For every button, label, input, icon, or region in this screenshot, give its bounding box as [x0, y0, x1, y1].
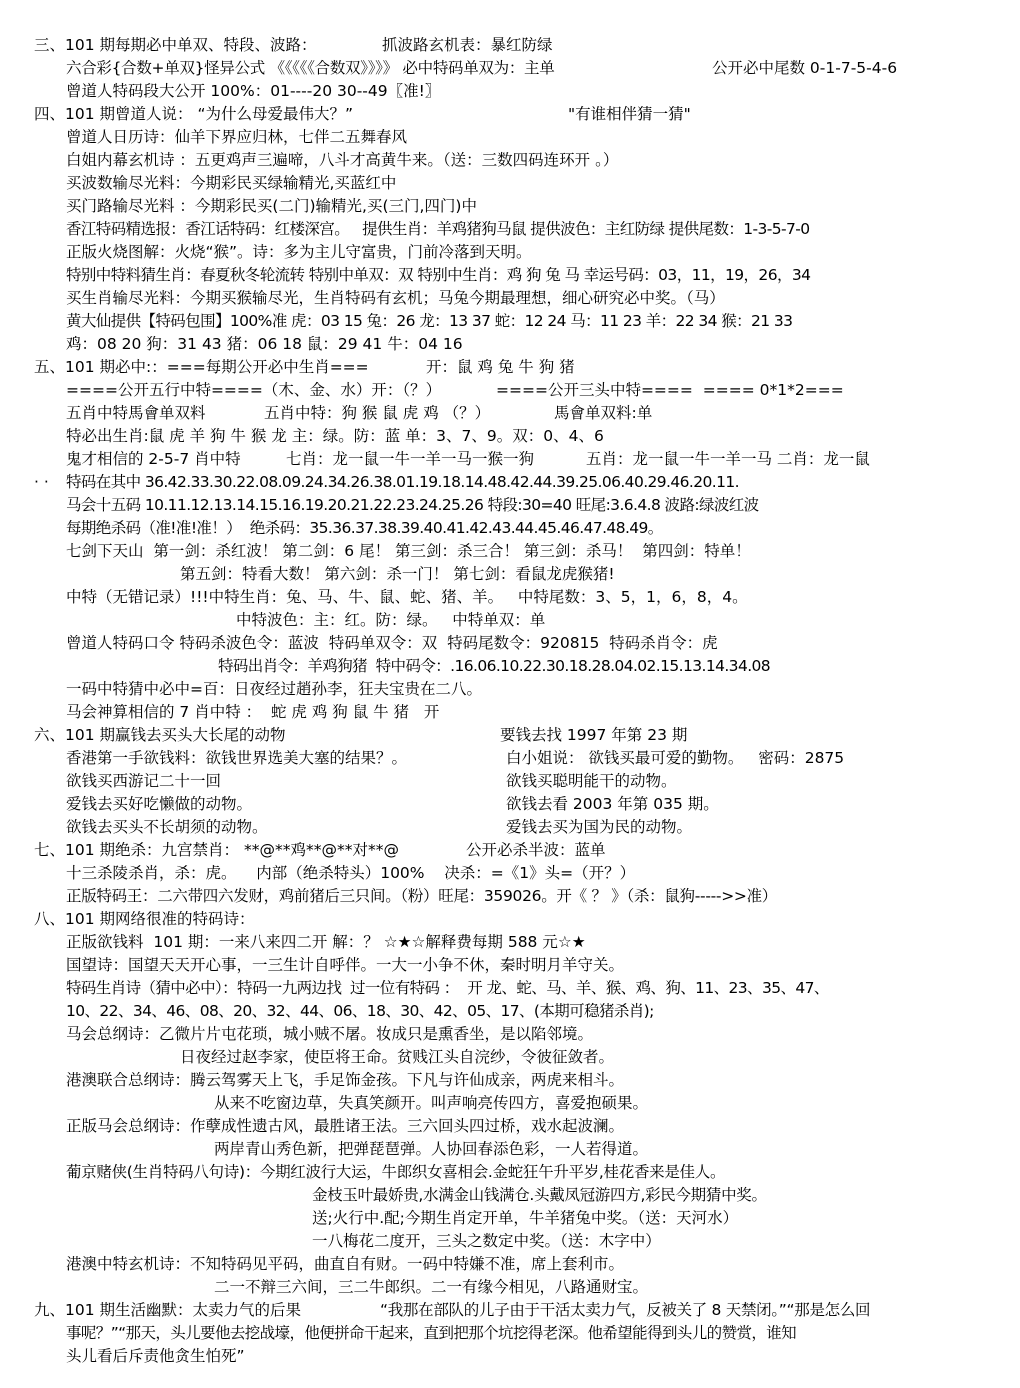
s8-line-14 — [0, 1207, 1020, 1229]
s6-smart-animal: 欲钱买聪明能干的动物。 — [506, 772, 677, 790]
s5-line-16 — [0, 701, 1020, 723]
s3-tail-numbers: 公开必中尾数 0-1-7-5-4-6 — [712, 59, 898, 77]
s8-line-17 — [0, 1276, 1020, 1298]
s8-mystery-poem-1: 港澳中特玄机诗：不知特码见平码，曲直自有财。一码中特嫌不准，席上套利市。 — [66, 1255, 625, 1273]
s8-lisboa-poem-2: 金枝玉叶最娇贵,水满金山钱满仓.头戴凤冠游四方,彩民今期猜中奖。 — [312, 1186, 767, 1204]
s5-heading: 五、101 期必中:：===每期公开必中生肖=== — [34, 358, 369, 376]
s6-heading: 六、101 期赢钱去买头大长尾的动物 — [34, 726, 286, 744]
s3-line-1 — [0, 34, 1020, 56]
s5-three-heads: ====公开三头中特==== ==== 0*1*2=== — [496, 381, 844, 399]
s8-mystery-poem-2: 二一不辩三六间，三二牛郎织。二一有缘今相见，八路通财宝。 — [214, 1278, 649, 1296]
s7-code-king: 正版特码王：二六带四六发财，鸡前猪后三只间。（粉）旺尾：359026。开《 ？ 》（杀：鼠狗----->>准） — [66, 887, 777, 905]
s9-joke-1: “我那在部队的儿子由于干活太卖力气，反被关了 8 天禁闭。”“那是怎么回 — [380, 1301, 871, 1319]
s5-five-two-zodiac: 五肖：龙一鼠一牛一羊一马 二肖：龙一鼠 — [586, 450, 870, 468]
s4-line-6 — [0, 218, 1020, 240]
s4-line-2 — [0, 126, 1020, 148]
s3-line-2 — [0, 57, 1020, 79]
s8-line-6 — [0, 1023, 1020, 1045]
s6-journey-west: 欲钱买西游记二十一回 — [66, 772, 222, 790]
s4-wong-tai-sin-2: 鸡：08 20 狗：31 43 猪：06 18 鼠：29 41 牛：04 16 — [66, 335, 463, 353]
s5-open-zodiac: 开：鼠 鸡 兔 牛 狗 猪 — [426, 358, 575, 376]
s5-seven-swords-1: 七剑下天山 第一剑：杀红波！ 第二剑：6 尾！ 第三剑：杀三合！ 第三剑：杀马！ 第四剑：特单！ — [66, 542, 751, 560]
s5-five-zodiac: 五肖中特：狗 猴 鼠 虎 鸡 （？） — [264, 404, 491, 422]
s8-line-5 — [0, 1000, 1020, 1022]
s8-line-7 — [0, 1046, 1020, 1068]
s5-line-15 — [0, 678, 1020, 700]
s8-line-8 — [0, 1069, 1020, 1091]
s6-line-4 — [0, 793, 1020, 815]
s8-heading: 八、101 期网络很准的特码诗： — [34, 910, 255, 928]
s5-line-14 — [0, 655, 1020, 677]
s5-tsang-commands: 曾道人特码口令 特码杀波色令：蓝波 特码单双令：双 特码尾数令：920815 特码杀肖令：虎 — [66, 634, 718, 652]
s7-line-1 — [0, 839, 1020, 861]
s8-line-11 — [0, 1138, 1020, 1160]
s4-heading: 四、101 期曾道人说： “为什么母爱最伟大？” — [34, 105, 354, 123]
s6-find-issue: 要钱去找 1997 年第 23 期 — [500, 726, 688, 744]
s6-no-beard: 欲钱去买头不长胡须的动物。 — [66, 818, 268, 836]
s7-line-2 — [0, 862, 1020, 884]
s4-hk-picks: 香江特码精选报：香江话特码：红楼深宫。 提供生肖：羊鸡猪狗马鼠 提供波色：主红防绿 提供尾数：1-3-5-7-0 — [66, 220, 810, 238]
s6-see-2003: 欲钱去看 2003 年第 035 期。 — [506, 795, 719, 813]
s8-zodiac-poem-2: 10、22、34、46、08、20、32、44、06、18、30、42、05、17、(本期可稳猪杀肖); — [66, 1002, 654, 1020]
s8-lisboa-poem-1: 葡京赌侠(生肖特码八句诗)：今期红波行大运，牛郎织女喜相会.金蛇狂午升平岁,桂花香来是佳人。 — [66, 1163, 726, 1181]
s8-line-12 — [0, 1161, 1020, 1183]
s5-line-10 — [0, 563, 1020, 585]
s4-guess: "有谁相伴猜一猜" — [568, 105, 691, 123]
s4-wave-loss: 买波数输尽光料：今期彩民买绿输精光,买蓝红中 — [66, 174, 397, 192]
s4-line-11 — [0, 333, 1020, 355]
s8-mk-poem-2: 日夜经过赵李家，使臣将王命。贫贱江头自浣纱，令彼征敛者。 — [180, 1048, 615, 1066]
s5-ghost-title: 鬼才相信的 2-5-7 肖中特 — [66, 450, 241, 468]
s4-line-3 — [0, 149, 1020, 171]
s6-miss-white: 白小姐说： 欲钱买最可爱的勤物。 密码：2875 — [506, 749, 845, 767]
s6-line-2 — [0, 747, 1020, 769]
s7-heading: 七、101 期绝杀：九宫禁肖： **@**鸡**@**对**@ — [34, 841, 399, 859]
s5-odd-even: 馬會单双料:单 — [554, 404, 653, 422]
s5-must-zodiac: 特必出生肖:鼠 虎 羊 狗 牛 猴 龙 主：绿。防：蓝 单：3、7、9。双：0、4、6 — [66, 427, 604, 445]
s8-line-2 — [0, 931, 1020, 953]
s4-line-10 — [0, 310, 1020, 332]
s6-lazy-animal: 爱钱去买好吃懒做的动物。 — [66, 795, 253, 813]
s5-line-12 — [0, 609, 1020, 631]
s5-numbers-inside: 特码在其中 36.42.33.30.22.08.09.24.34.26.38.01.19.18.14.48.42.44.39.25.06.40.29.46.20.11. — [66, 473, 739, 491]
s5-dots: · · — [34, 473, 49, 491]
s3-heading: 三、101 期每期必中单双、特段、波路： — [34, 36, 317, 54]
s8-line-4 — [0, 977, 1020, 999]
s6-line-1 — [0, 724, 1020, 746]
s4-special-zodiac: 特别中特料猜生肖：春夏秋冬轮流转 特别中单双：双 特别中生肖：鸡 狗 兔 马 幸运号码：03，11，19，26，34 — [66, 266, 811, 284]
s4-line-4 — [0, 172, 1020, 194]
s5-line-6 — [0, 471, 1020, 493]
s9-line-2 — [0, 1322, 1020, 1344]
s8-line-15 — [0, 1230, 1020, 1252]
s5-line-5 — [0, 448, 1020, 470]
s5-line-4 — [0, 425, 1020, 447]
s3-wave-table: 抓波路玄机表：暴红防绿 — [382, 36, 553, 54]
s5-five-elements: ====公开五行中特====（木、金、水）开：（？） — [66, 381, 442, 399]
s4-fire-chart: 正版火烧图解：火烧“猴”。诗：多为主儿守富贵，门前冷落到天明。 — [66, 243, 532, 261]
s5-line-9 — [0, 540, 1020, 562]
s5-line-1 — [0, 356, 1020, 378]
s8-line-9 — [0, 1092, 1020, 1114]
s3-line-3 — [0, 80, 1020, 102]
s5-line-3 — [0, 402, 1020, 424]
s5-no-error: 中特（无错记录）!!!中特生肖：兔、马、牛、鼠、蛇、猪、羊。 中特尾数：3、5，1，6，8，4。 — [66, 588, 748, 606]
s5-seven-zodiac: 七肖：龙一鼠一牛一羊一马一猴一狗 — [286, 450, 535, 468]
s6-for-nation: 爱钱去买为国为民的动物。 — [506, 818, 693, 836]
s7-thirteen-kill: 十三杀陵杀肖，杀：虎。 内部（绝杀特头）100% 决杀：=《1》头=（开？） — [66, 864, 636, 882]
s8-line-10 — [0, 1115, 1020, 1137]
s4-line-9 — [0, 287, 1020, 309]
s3-segment: 曾道人特码段大公开 100%：01----20 30--49〖准!〗 — [66, 82, 441, 100]
s8-mk-poem-1: 马会总纲诗：乙微片片屯花琐，城小贼不屠。妆成只是熏香坐，是以陷邻境。 — [66, 1025, 594, 1043]
s6-hk-first: 香港第一手欲钱料：欲钱世界选美大塞的结果？。 — [66, 749, 408, 767]
s5-line-8 — [0, 517, 1020, 539]
s4-calendar-poem: 曾道人日历诗：仙羊下界应归林，七伴二五舞春风 — [66, 128, 408, 146]
s5-wave-color: 中特波色：主：红。防：绿。 中特单双：单 — [236, 611, 546, 629]
s8-hkmo-poem-1: 港澳联合总纲诗：腾云驾雾天上飞，手足饰金孩。下凡与许仙成亲，两虎来相斗。 — [66, 1071, 625, 1089]
s8-line-16 — [0, 1253, 1020, 1275]
s8-wish-money: 正版欲钱料 101 期：一来八来四二开 解：？ ☆★☆解释费每期 588 元☆★ — [66, 933, 586, 951]
s9-line-3 — [0, 1345, 1020, 1367]
s7-kill-half-wave: 公开必杀半波：蓝单 — [466, 841, 606, 859]
s8-lisboa-poem-4: 一八梅花二度开，三头之数定中奖。（送：木字中） — [312, 1232, 661, 1250]
s8-official-poem-2: 两岸青山秀色新，把弹琵琶弹。人协回春添色彩，一人若得道。 — [214, 1140, 649, 1158]
s8-line-3 — [0, 954, 1020, 976]
s5-code-commands: 特码出肖令：羊鸡狗猪 特中码令：.16.06.10.22.30.18.28.04.02.15.13.14.34.08 — [218, 657, 771, 675]
s5-seven-zodiac-open: 马会神算相信的 7 肖中特 ： 蛇 虎 鸡 狗 鼠 牛 猪 开 — [66, 703, 440, 721]
s9-joke-3: 头儿看后斥责他贪生怕死” — [66, 1347, 245, 1365]
s4-zodiac-loss: 买生肖输尽光料：今期买猴输尽光，生肖特码有玄机；马兔今期最理想，细心研究必中奖。（马） — [66, 289, 725, 307]
s5-one-code: 一码中特猜中必中=百：日夜经过趙孙李，狂夫宝贵在二八。 — [66, 680, 482, 698]
s8-hkmo-poem-2: 从来不吃窗边草，失真笑颜开。叫声响亮传四方，喜爱抱硕果。 — [214, 1094, 649, 1112]
s8-zodiac-poem-1: 特码生肖诗（猜中必中）：特码一九两边找 过一位有特码 ： 开 龙、蛇、马、羊、猴、鸡、狗、11、23、35、47、 — [66, 979, 829, 997]
s8-lisboa-poem-3: 送;火行中.配;今期生肖定开单，牛羊猪兔中奖。（送：天河水） — [312, 1209, 739, 1227]
s5-line-13 — [0, 632, 1020, 654]
s5-fifteen-codes: 马会十五码 10.11.12.13.14.15.16.19.20.21.22.23.24.25.26 特段:30=40 旺尾:3.6.4.8 波路:绿波红波 — [66, 496, 759, 514]
s7-line-3 — [0, 885, 1020, 907]
s4-wong-tai-sin-1: 黄大仙提供【特码包围】100%准 虎：03 15 兔：26 龙：13 37 蛇：12 24 马：11 23 羊：22 34 猴：21 33 — [66, 312, 793, 330]
s9-heading: 九、101 期生活幽默：太卖力气的后果 — [34, 1301, 302, 1319]
s5-five-zodiac-title: 五肖中特馬會单双料 — [66, 404, 206, 422]
s6-line-3 — [0, 770, 1020, 792]
s8-line-1 — [0, 908, 1020, 930]
s5-seven-swords-2: 第五剑：特看大数！ 第六剑：杀一门！ 第七剑：看鼠龙虎猴猪! — [180, 565, 615, 583]
s4-insider-poem: 白姐内幕玄机诗 ：五更鸡声三遍啼，八斗才高黄牛来。（送：三数四码连环开 。） — [66, 151, 619, 169]
s3-formula: 六合彩{合数+单双}怪异公式 《《《《《合数双》》》》 必中特码单双为：主单 — [66, 59, 555, 77]
s5-line-7 — [0, 494, 1020, 516]
s4-line-8 — [0, 264, 1020, 286]
s5-kill-codes: 每期绝杀码（准!准!准！） 绝杀码：35.36.37.38.39.40.41.42.43.44.45.46.47.48.49。 — [66, 519, 663, 537]
s5-line-2 — [0, 379, 1020, 401]
s5-line-11 — [0, 586, 1020, 608]
s8-line-13 — [0, 1184, 1020, 1206]
s4-line-7 — [0, 241, 1020, 263]
s9-line-1 — [0, 1299, 1020, 1321]
s4-line-5 — [0, 195, 1020, 217]
s4-line-1 — [0, 103, 1020, 125]
s4-door-loss: 买门路输尽光料 ：今期彩民买(二门)输精光,买(三门,四门)中 — [66, 197, 477, 215]
s9-joke-2: 事呢？”“那天，头儿要他去挖战壕，他便拼命干起来，直到把那个坑挖得老深。他希望能得到头儿的赞赏，谁知 — [66, 1324, 797, 1342]
s8-official-poem-1: 正版马会总纲诗：作孽成性遗古风，最胜诸王法。三六回头四过桥，戏水起波澜。 — [66, 1117, 625, 1135]
s8-guowang-poem: 国望诗：国望天天开心事，一三生计自呼伴。一大一小争不休，秦时明月羊守关。 — [66, 956, 625, 974]
s6-line-5 — [0, 816, 1020, 838]
